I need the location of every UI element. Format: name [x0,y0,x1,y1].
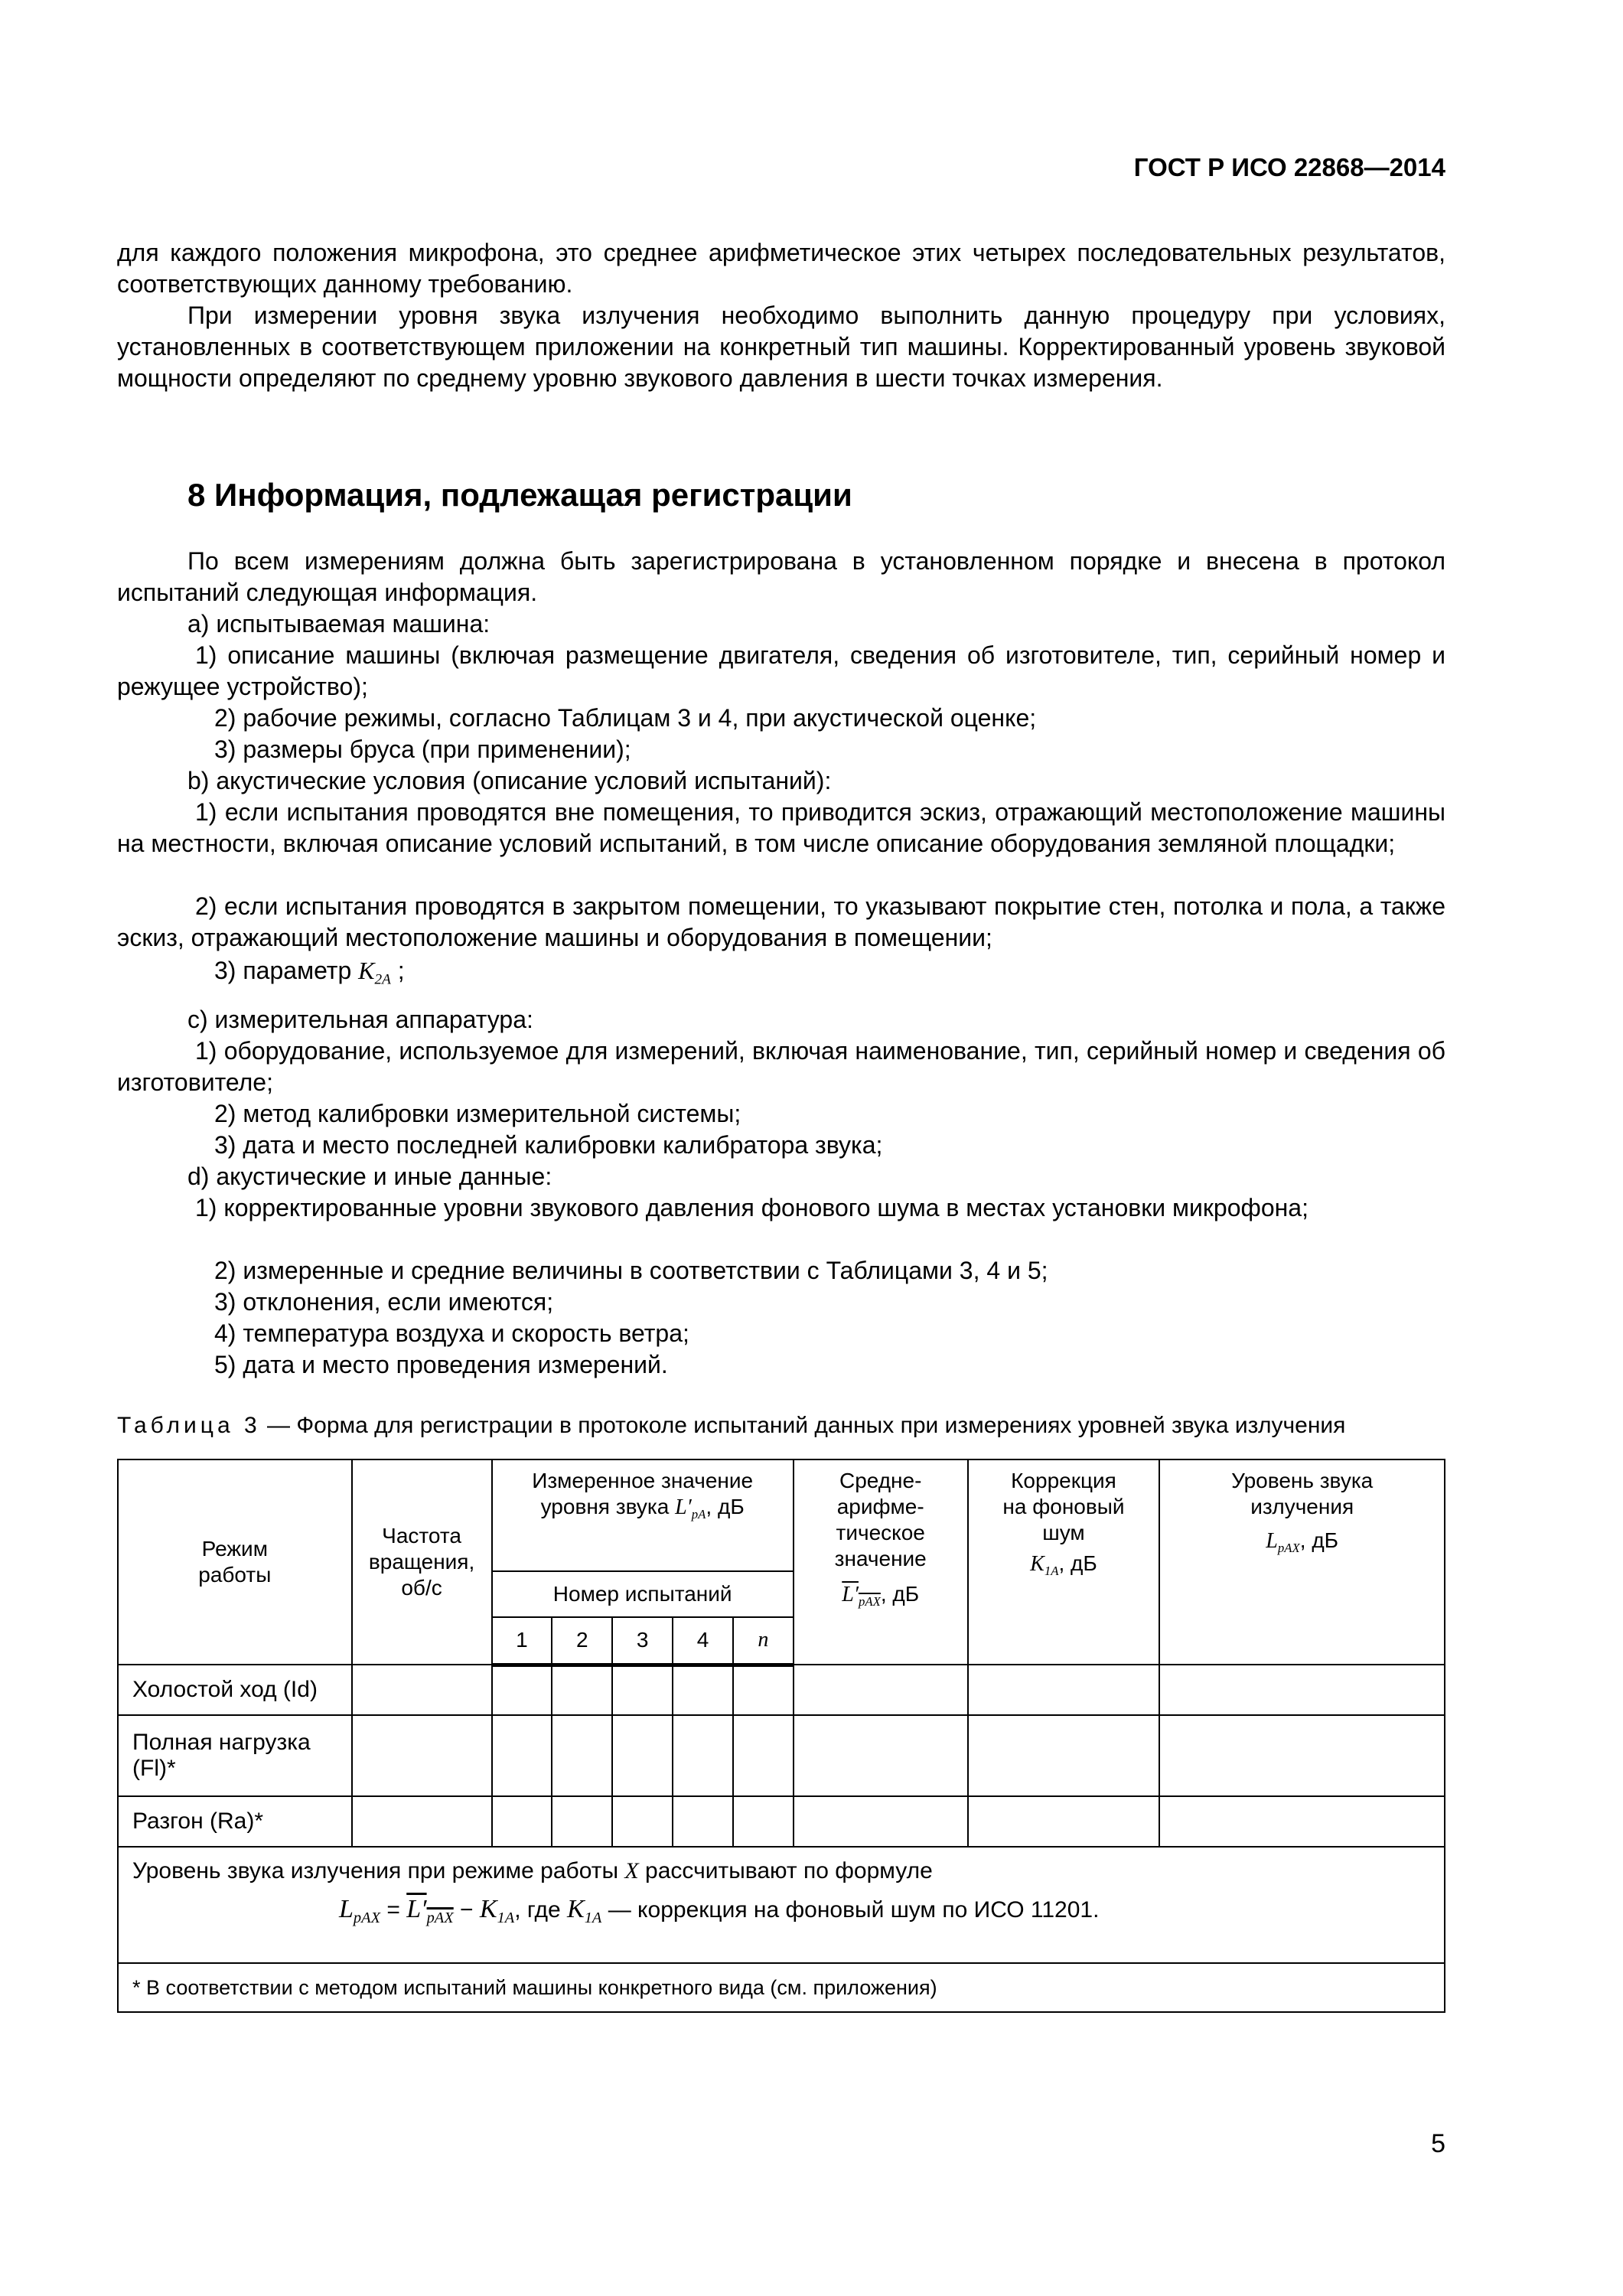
intro-paragraph-1: для каждого положения микрофона, это среднее арифметическое этих четырех последовательных результатов, соответствующих данному требованию. [117,239,1445,298]
table-row [118,1665,1445,1715]
trial-col-1: 1 [492,1617,552,1665]
trial-col-n: n [733,1617,794,1665]
formula-intro: Уровень звука излучения при режиме работы X рассчитывают по формуле [132,1858,933,1883]
k2a-symbol: $K_{2A}$ [358,957,391,988]
page-number: 5 [1431,2129,1445,2158]
formula-cell [118,1847,1445,1963]
item-c3: 3) дата и место последней калибровки калибратора звука; [214,1131,883,1159]
item-d: d) акустические и иные данные: [187,1163,552,1190]
standard-designation: ГОСТ Р ИСО 22868—2014 [1133,153,1445,181]
item-c2: 2) метод калибровки измерительной системы; [214,1100,741,1127]
header-mode: Режим работы [118,1459,352,1665]
header-measured: Измеренное значение уровня звука $L'_{pA}$, дБ [492,1459,794,1571]
header-speed: Частота вращения, об/с [352,1459,492,1665]
item-b3 [117,955,1543,996]
table-3 [117,1459,1445,2013]
item-b2: 2) если испытания проводятся в закрытом помещении, то указывают покрытие стен, потолка и пола, а также эскиз, отражающий местоположение машины и оборудования в помещении; [117,892,1445,951]
item-d3: 3) отклонения, если имеются; [214,1288,554,1316]
header-mean: Средне-арифме-тическое значение $L'_{pAX}$, дБ [794,1459,968,1665]
lpa-symbol: $L'_{pA}$ [675,1495,706,1521]
lpax-mean-symbol: $L'_{pAX}$ [842,1583,881,1609]
item-c: c) измерительная аппаратура: [187,1006,533,1033]
item-c1: 1) оборудование, используемое для измерений, включая наименование, тип, серийный номер и сведения об изготовителе; [117,1037,1445,1096]
intro-paragraph-2: При измерении уровня звука излучения необходимо выполнить данную процедуру при условиях, установленных в соответствующем приложении на конкретный тип машины. Корректированный уровень звуковой мощности определяют по среднему уровню звукового давления в шести точках измерения. [117,302,1445,392]
k1a-symbol: $K_{1A}$ [1030,1552,1059,1578]
header-correction: Коррекция на фоновый шум $K_{1A}$, дБ [968,1459,1160,1665]
item-b1: 1) если испытания проводятся вне помещения, то приводится эскиз, отражающий местоположение машины на местности, включая описание условий испытаний, в том числе описание оборудования земляной площадки; [117,798,1445,857]
item-b3-suffix: ; [397,957,405,984]
trial-col-4: 4 [673,1617,733,1665]
table-row [118,1796,1445,1847]
item-a: a) испытываемая машина: [187,610,490,638]
item-a3: 3) размеры бруса (при применении); [214,735,631,763]
row-label-racing: Разгон (Ra)* [118,1796,352,1847]
item-b3-text: 3) параметр [214,957,352,984]
table-footnote: * В соответствии с методом испытаний машины конкретного вида (см. приложения) [118,1963,1445,2012]
header-emission: Уровень звука излучения $L_{pAX}$, дБ [1159,1459,1445,1665]
item-b: b) акустические условия (описание условий испытаний): [187,767,832,794]
row-label-full-load: Полная нагрузка (Fl)* [118,1715,352,1796]
section-8-lead: По всем измерениям должна быть зарегистрирована в установленном порядке и внесена в протокол испытаний следующая информация. [117,547,1445,606]
header-trial-number: Номер испытаний [492,1571,794,1617]
lpax-symbol: $L_{pAX}$ [1266,1529,1300,1555]
item-d5: 5) дата и место проведения измерений. [214,1351,668,1378]
item-a2: 2) рабочие режимы, согласно Таблицам 3 и 4, при акустической оценке; [214,704,1037,732]
table-3-caption [117,1413,1345,1439]
table-row [118,1715,1445,1796]
section-8-heading: 8 Информация, подлежащая регистрации [187,477,852,513]
emission-formula: $L_{pAX} = L'_{pAX} - K_{1A}$, где $K_{1A}$ — коррекция на фоновый шум по ИСО 11201. [339,1895,1100,1927]
item-d2: 2) измеренные и средние величины в соответствии с Таблицами 3, 4 и 5; [214,1257,1048,1284]
table-3-caption-text: — Форма для регистрации в протоколе испытаний данных при измерениях уровней звука излучения [260,1413,1346,1438]
item-d1: 1) корректированные уровни звукового давления фонового шума в местах установки микрофона; [195,1194,1309,1221]
trial-col-2: 2 [552,1617,612,1665]
item-d4: 4) температура воздуха и скорость ветра; [214,1319,689,1347]
trial-col-3: 3 [612,1617,673,1665]
item-a1: 1) описание машины (включая размещение двигателя, сведения об изготовителе, тип, серийный номер и режущее устройство); [117,641,1445,700]
table-3-label: Таблица 3 [117,1413,261,1438]
row-label-idle: Холостой ход (Id) [118,1665,352,1715]
